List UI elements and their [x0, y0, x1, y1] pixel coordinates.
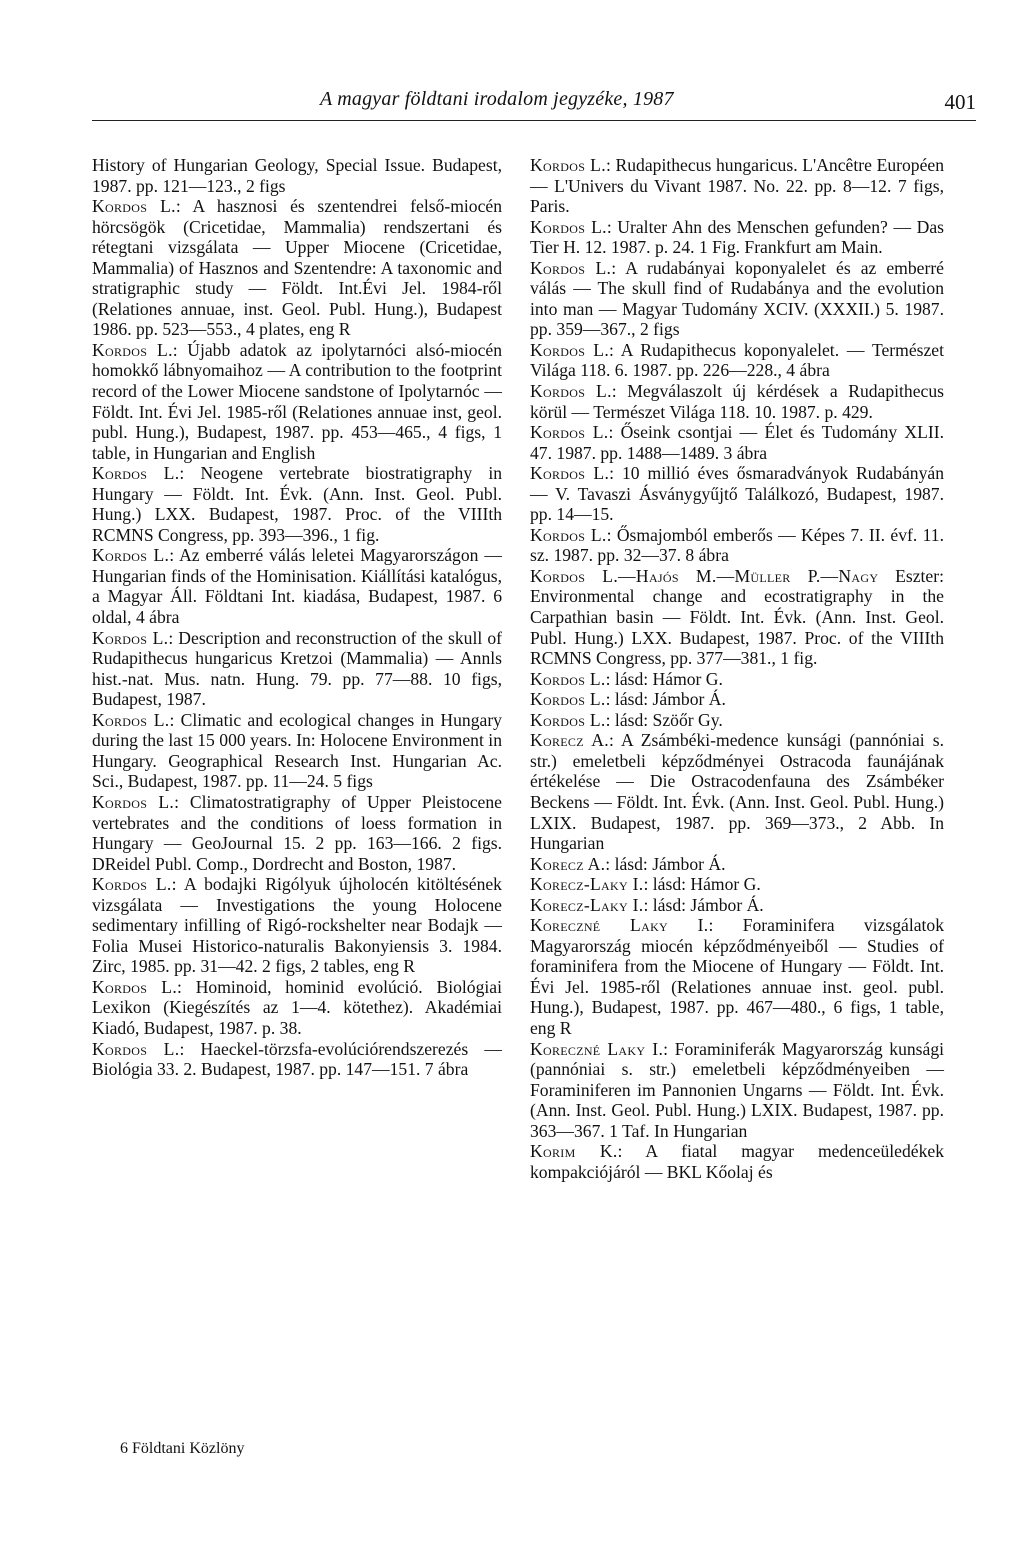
- entry-text: : Megválaszolt új kérdések a Rudapithecus körül — Természet Világa 118. 10. 1987. p. 429.: [530, 381, 944, 422]
- entry-author: Kordos L.: [530, 422, 609, 443]
- bibliography-entry: [530, 422, 944, 463]
- entry-text: : A rudabányai koponyalelet és az emberré válás — The skull find of Rudabánya and the evolution into man — Magyar Tudomány XCIV. (XXXII.) 5. 1987. pp. 359—367., 2 figs: [530, 257, 944, 340]
- entry-text: : Foraminifera vizsgálatok Magyarország miocén képződményeiből — Studies of foraminifera from the Miocene of Hungary — Földt. Int. Évi Jel. 1985-ről (Relationes annuae inst. geol. publ. Hung.), Budapest, 1987. pp. 467—480., 6 figs, 1 table, eng R: [530, 915, 945, 1038]
- entry-text: : A Rudapithecus koponyalelet. — Természet Világa 118. 6. 1987. pp. 226—228., 4 ábra: [530, 339, 944, 381]
- entry-text: : Újabb adatok az ipolytarnóci alsó-miocén homokkő lábnyomaihoz — A contribution to the footprint record of the Lower Miocene sandstone of Ipolytarnóc — Földt. Int. Évi Jel. 1985-ről (Relationes annuae inst, geol. publ. Hung.), Budapest, 1987. pp. 453—465., 4 figs, 1 table, in Hungarian and English: [92, 339, 502, 463]
- entry-text: : Haeckel-törzsfa-evolúciórendszerezés — Biológia 33. 2. Budapest, 1987. pp. 147—151. 7 ábra: [92, 1038, 502, 1080]
- bibliography-entry: [530, 874, 944, 895]
- entry-text: History of Hungarian Geology, Special Issue. Budapest, 1987. pp. 121—123., 2 figs: [92, 155, 502, 196]
- bibliography-entry: [92, 710, 502, 792]
- entry-author: Korim K.: [530, 1141, 618, 1162]
- entry-author: Kordos L.: [92, 709, 170, 730]
- bibliography-entry: [92, 1039, 502, 1080]
- bibliography-entry: [92, 340, 502, 463]
- entry-text: : lásd: Hámor G.: [605, 668, 723, 689]
- entry-text: : lásd: Jámbor Á.: [605, 853, 726, 874]
- bibliography-entry: [530, 381, 944, 422]
- entry-author: Korecz-Laky I.: [530, 894, 644, 915]
- bibliography-entry: [530, 1039, 944, 1142]
- entry-author: Kordos L.: [92, 339, 173, 360]
- entry-author: Kordos L.: [92, 463, 180, 484]
- entry-author: Kordos L.: [530, 689, 606, 710]
- entry-text: : Az emberré válás leletei Magyarországon — Hungarian finds of the Hominisation. Kiállítási katalógus, a Magyar Áll. Földtani Int. kiadása, Budapest, 1987. 6 oldal, 4 ábra: [92, 545, 502, 628]
- entry-text: : A hasznosi és szentendrei felső-miocén hörcsögök (Cricetidae, Mammalia) rendszertani és rétegtani vizsgálata — Upper Miocene (Cricetidae, Mammalia) of Hasznos and Szentendre: A taxonomic and stratigraphic study — Földt. Int.Évi Jel. 1984-ről (Relationes annuae, inst. Geol. Publ. Hung.), Budapest 1986. pp. 523—553., 4 plates, eng R: [92, 196, 502, 340]
- bibliography-entry: [530, 525, 944, 566]
- bibliography-entry: [92, 463, 502, 545]
- bibliography-entry: [530, 854, 944, 875]
- bibliography-entry: [530, 669, 944, 690]
- entry-text: : Uralter Ahn des Menschen gefunden? — Das Tier H. 12. 1987. p. 24. 1 Fig. Frankfurt am Main.: [530, 216, 944, 258]
- entry-author: Kordos L.: [92, 976, 178, 997]
- page-footer: 6 Földtani Közlöny: [120, 1440, 245, 1457]
- bibliography-entry: [92, 792, 502, 874]
- bibliography-entry: [92, 155, 502, 196]
- bibliography-entry: [92, 874, 502, 977]
- bibliography-entry: [530, 155, 944, 217]
- entry-text: : Climatostratigraphy of Upper Pleistocene vertebrates and the conditions of loess formation in Hungary — GeoJournal 15. 2 pp. 163—166. 2 figs. DReidel Publ. Comp., Dordrecht and Boston, 1987.: [92, 791, 502, 874]
- bibliography-entry: [92, 196, 502, 340]
- entry-author: Korecz A.: [530, 730, 609, 751]
- entry-text: : lásd: Jámbor Á.: [605, 689, 726, 710]
- entry-author: Kordos L.: [92, 874, 172, 895]
- bibliography-entry: [530, 463, 944, 525]
- entry-author: Kordos L.: [92, 627, 169, 648]
- entry-author: Kordos L.: [530, 668, 606, 689]
- bibliography-entry: [530, 566, 944, 669]
- header-rule: [92, 120, 976, 121]
- entry-author: Koreczné Laky I.: [530, 1038, 664, 1059]
- running-title: A magyar földtani irodalom jegyzéke, 1987: [320, 88, 674, 110]
- entry-text: Eszter: Environmental change and ecostratigraphy in the Carpathian basin — Földt. Int. Évk. (Ann. Inst. Geol. Publ. Hung.) LXX. Budapest, 1987. Proc. of the VIIIth RCMNS Congress, pp. 377—381., 1 fig.: [530, 565, 944, 669]
- page-number: 401: [944, 90, 976, 114]
- bibliography-entry: [530, 915, 944, 1038]
- entry-author: Kordos L.—Hajós M.—Müller P.—Nagy: [530, 565, 879, 586]
- entry-text: : Foraminiferák Magyarország kunsági (pannóniai s. str.) emeletbeli képződményeiben — Foraminiferen im Pannonien Ungarns — Földt. Int. Évk. (Ann. Inst. Geol. Publ. Hung.) LXIX. Budapest, 1987. pp. 363—367. 1 Taf. In Hungarian: [530, 1038, 945, 1141]
- entry-author: Korecz A.: [530, 853, 606, 874]
- entry-text: : A bodajki Rigólyuk újholocén kitöltésének vizsgálata — Investigations the young Holocene sedimentary infilling of Rigó-rockshelter near Bodajk — Folia Musei Historico-naturalis Bakonyiensis 3. 1984. Zirc, 1985. pp. 31—42. 2 figs, 2 tables, eng R: [92, 874, 502, 977]
- entry-author: Kordos L.: [530, 463, 610, 484]
- entry-author: Kordos L.: [530, 257, 612, 278]
- bibliography-entry: [530, 258, 944, 340]
- entry-author: Kordos L.: [530, 216, 607, 237]
- entry-text: : lásd: Szöőr Gy.: [605, 709, 723, 730]
- bibliography-entry: [530, 689, 944, 710]
- entry-text: : Ősmajomból emberős — Képes 7. II. évf. 11. sz. 1987. pp. 32—37. 8 ábra: [530, 524, 944, 566]
- entry-author: Kordos L.: [530, 524, 607, 545]
- entry-author: Kordos L.: [530, 339, 610, 360]
- entry-author: Koreczné Laky I.: [530, 915, 709, 936]
- entry-author: Kordos L.: [92, 196, 176, 217]
- entry-text: : Rudapithecus hungaricus. L'Ancêtre Européen — L'Univers du Vivant 1987. No. 22. pp. 8—12. 7 figs, Paris.: [530, 155, 944, 217]
- bibliography-entry: [530, 730, 944, 853]
- bibliography-entry: [530, 1141, 944, 1182]
- entry-text: : Őseink csontjai — Élet és Tudomány XLII. 47. 1987. pp. 1488—1489. 3 ábra: [530, 422, 944, 463]
- bibliography-entry: [530, 710, 944, 731]
- entry-text: : Description and reconstruction of the skull of Rudapithecus hungaricus Kretzoi (Mammalia) — Annls hist.-nat. Mus. natn. Hung. 79. pp. 77—88. 10 figs, Budapest, 1987.: [92, 627, 502, 710]
- entry-text: : A Zsámbéki-medence kunsági (pannóniai s. str.) emeletbeli képződményei Ostracoda faunájának értékelése — Die Ostracodenfauna des Zsámbéker Beckens — Földt. Int. Évk. (Ann. Inst. Geol. Publ. Hung.) LXIX. Budapest, 1987. pp. 369—373., 2 Abb. In Hungarian: [530, 730, 944, 854]
- bibliography-entry: [92, 628, 502, 710]
- bibliography-entry: [530, 895, 944, 916]
- page-header: [92, 88, 976, 118]
- entry-text: : Climatic and ecological changes in Hungary during the last 15 000 years. In: Holocene Environment in Hungary. Geographical Research Inst. Hungarian Ac. Sci., Budapest, 1987. pp. 11—24. 5 figs: [92, 709, 502, 792]
- entry-text: : Neogene vertebrate biostratigraphy in Hungary — Földt. Int. Évk. (Ann. Inst. Geol. Publ. Hung.) LXX. Budapest, 1987. Proc. of the VIIIth RCMNS Congress, pp. 393—396., 1 fig.: [92, 463, 502, 545]
- bibliography-entry: [530, 340, 944, 381]
- bibliography-entry: [530, 217, 944, 258]
- entry-text: : lásd: Hámor G.: [643, 874, 761, 895]
- entry-text: : A fiatal magyar medenceüledékek kompakciójáról — BKL Kőolaj és: [530, 1141, 944, 1182]
- bibliography-entry: [92, 977, 502, 1039]
- bibliography-entry: [92, 545, 502, 627]
- left-column: [92, 155, 502, 1080]
- entry-author: Korecz-Laky I.: [530, 874, 644, 895]
- entry-author: Kordos L.: [530, 155, 606, 175]
- entry-text: : lásd: Jámbor Á.: [643, 894, 764, 915]
- entry-author: Kordos L.: [92, 791, 175, 812]
- entry-author: Kordos L.: [92, 1038, 180, 1059]
- entry-author: Kordos L.: [92, 545, 170, 566]
- entry-author: Kordos L.: [530, 381, 612, 402]
- entry-text: : Hominoid, hominid evolúció. Biológiai Lexikon (Kiegészítés az 1—4. kötethez). Akadémiai Kiadó, Budapest, 1987. p. 38.: [92, 976, 502, 1038]
- entry-author: Kordos L.: [530, 709, 606, 730]
- entry-text: : 10 millió éves ősmaradványok Rudabányán — V. Tavaszi Ásványgyűjtő Találkozó, Budapest, 1987. pp. 14—15.: [530, 463, 944, 525]
- right-column: [530, 155, 944, 1182]
